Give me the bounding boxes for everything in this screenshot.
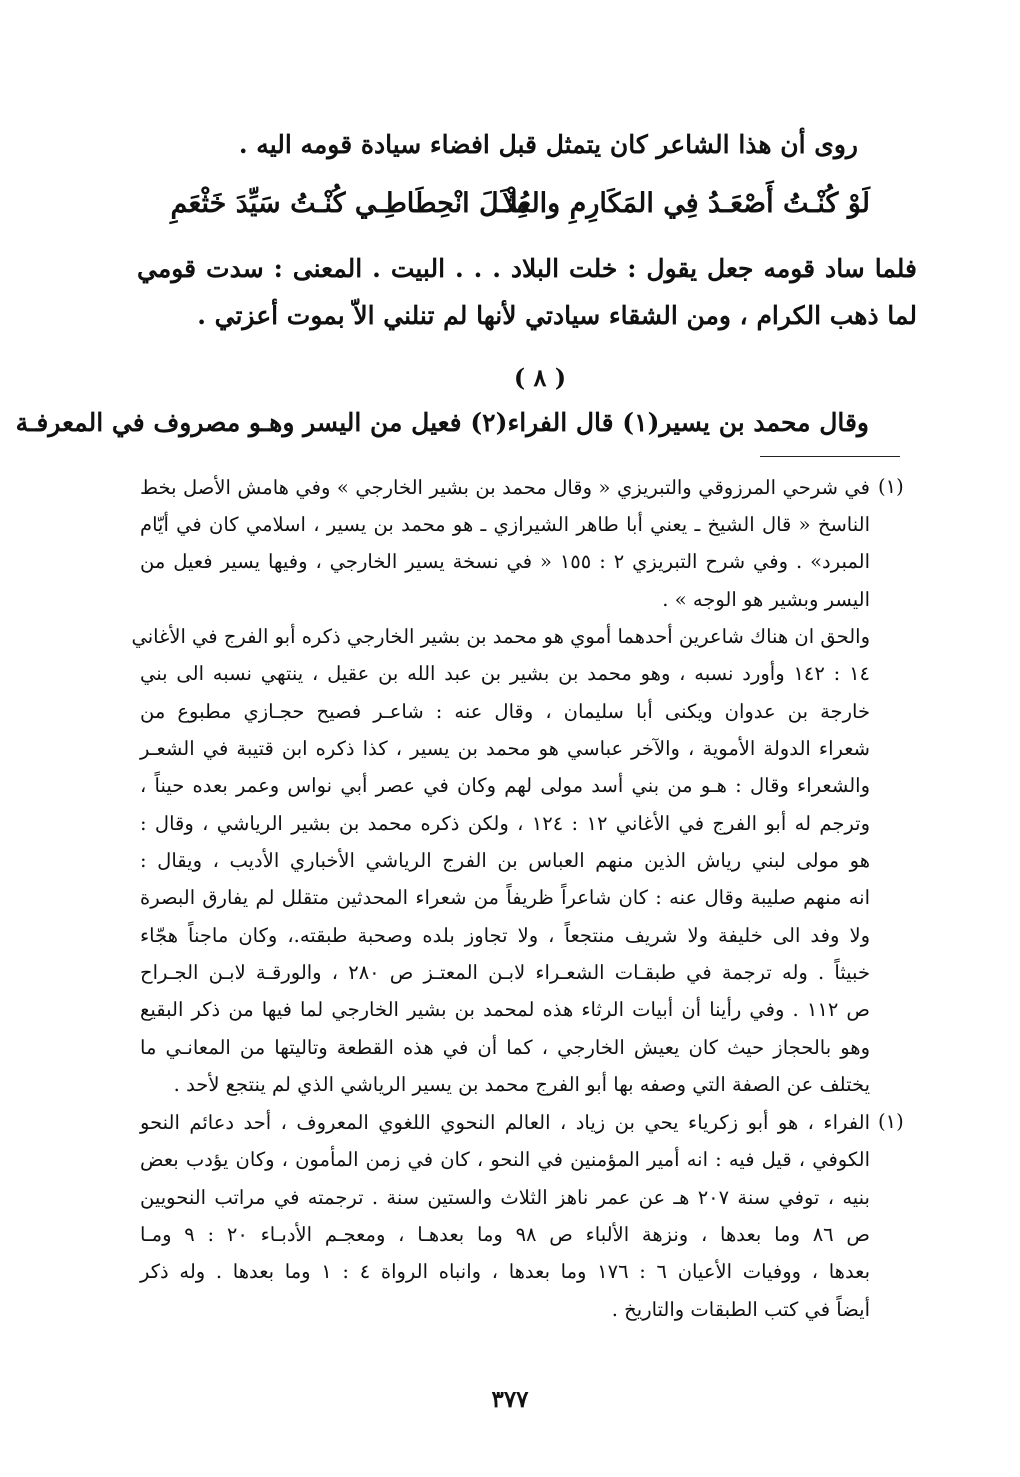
section-number: ( ٨ ) bbox=[513, 363, 567, 392]
footnote-2-line: الكوفي ، قيل فيه : انه أمير المؤمنين في النحو ، كان في زمن المأمون ، وكان يؤدب بعض bbox=[140, 1148, 870, 1171]
footnote-1-line: المبرد» . وفي شرح التبريزي ٢ : ١٥٥ « في نسخة يسير الخارجي ، وفيها يسير فعيل من bbox=[140, 550, 870, 573]
footnote-2-line: ص ٨٦ وما بعدها ، ونزهة الألباء ص ٩٨ وما بعدهـا ، ومعجـم الأدبـاء ٢٠ : ٩ ومـا bbox=[140, 1223, 870, 1246]
footnote-1-line: اليسر وبشير هو الوجه » . bbox=[662, 588, 870, 611]
footnote-marker-2: (١) bbox=[878, 1110, 904, 1133]
commentary-line-2: لما ذهب الكرام ، ومن الشقاء سيادتي لأنها لم تنلني الاّ بموت أعزتي . bbox=[197, 301, 917, 330]
footnote-1-line: يختلف عن الصفة التي وصفه بها أبو الفرج محمد بن يسير الرياشي الذي لم ينتجع لأحد . bbox=[173, 1073, 870, 1096]
verse-second-hemistich: مِثْـلَ انْحِطَاطِـي كُنْـتُ سَيِّدَ خَثْعَمِ bbox=[170, 188, 530, 219]
footnote-1-line: ولا وفد الى خليفة ولا شريف منتجعاً ، ولا تجاوز بلده وصحبة طبقته.، وكان ماجناً هجّاء bbox=[140, 924, 870, 947]
footnote-1-line: والحق ان هناك شاعرين أحدهما أموي هو محمد بن بشير الخارجي ذكره أبو الفرج في الأغاني bbox=[131, 625, 870, 648]
footnote-1-line: خارجة بن عدوان ويكنى أبا سليمان ، وقال عنه : شاعـر فصيح حجـازي مطبوع من bbox=[140, 700, 870, 723]
commentary-line-1: فلما ساد قومه جعل يقول : خلت البلاد . . . البيت . المعنى : سدت قومي bbox=[137, 254, 917, 283]
verse-first-hemistich: لَوْ كُنْـتُ أَصْعَـدُ فِي المَكَارِمِ والعُلاَ bbox=[502, 188, 870, 219]
footnote-2-line: بنيه ، توفي سنة ٢٠٧ هـ عن عمر ناهز الثلاث والستين سنة . ترجمته في مراتب النحويين bbox=[140, 1186, 870, 1209]
intro-line: روى أن هذا الشاعر كان يتمثل قبل افضاء سيادة قومه اليه . bbox=[238, 130, 858, 159]
heading-line: وقال محمد بن يسير(١) قال الفراء(٢) فعيل من اليسر وهـو مصروف في المعرفـة bbox=[15, 408, 869, 437]
footnote-1-line: الناسخ « قال الشيخ ـ يعني أبا طاهر الشيرازي ـ هو محمد بن يسير ، اسلامي كان في أيّام bbox=[140, 513, 870, 536]
footnote-marker-1: (١) bbox=[878, 475, 904, 498]
footnote-separator bbox=[760, 456, 900, 457]
footnote-1-line: انه منهم صليبة وقال عنه : كان شاعراً ظريفاً من شعراء المحدثين متقلل لم يفارق البصرة bbox=[140, 886, 870, 909]
footnote-1-line: شعراء الدولة الأموية ، والآخر عباسي هو محمد بن يسير ، كذا ذكره ابن قتيبة في الشعـر bbox=[140, 737, 870, 760]
footnote-1-line: ص ١١٢ . وفي رأينا أن أبيات الرثاء هذه لمحمد بن بشير الخارجي لما فيها من ذكر البقيع bbox=[140, 998, 871, 1021]
footnote-1-line: وترجم له أبو الفرج في الأغاني ١٢ : ١٢٤ ، ولكن ذكره محمد بن بشير الرياشي ، وقال : bbox=[140, 812, 870, 835]
footnote-2-line: بعدها ، ووفيات الأعيان ٦ : ١٧٦ وما بعدها ، وانباه الرواة ٤ : ١ وما بعدها . وله ذكر bbox=[140, 1260, 871, 1283]
footnote-1-line: ١٤ : ١٤٢ وأورد نسبه ، وهو محمد بن بشير بن عبد الله بن عقيل ، ينتهي نسبه الى بني bbox=[140, 662, 871, 685]
footnote-1-line: والشعراء وقال : هـو من بني أسد مولى لهم وكان في عصر أبي نواس وعمر بعده حيناً ، bbox=[140, 774, 870, 797]
footnote-2-line: الفراء ، هو أبو زكرياء يحي بن زياد ، العالم النحوي اللغوي المعروف ، أحد دعائم النحو bbox=[140, 1111, 870, 1134]
footnote-2-line: أيضاً في كتب الطبقات والتاريخ . bbox=[611, 1298, 870, 1321]
footnote-1-line: وهو بالحجاز حيث كان يعيش الخارجي ، كما أن في هذه القطعة وتاليتها من المعانـي ما bbox=[140, 1036, 870, 1059]
footnote-1-line: خبيثاً . وله ترجمة في طبقـات الشعـراء لابـن المعتـز ص ٢٨٠ ، والورقـة لابـن الجـراح bbox=[140, 961, 870, 984]
footnote-1-line: هو مولى لبني رياش الذين منهم العباس بن الفرج الرياشي الأخباري الأديب ، ويقال : bbox=[140, 849, 870, 872]
footnote-1-line: في شرحي المرزوقي والتبريزي « وقال محمد بن بشير الخارجي » وفي هامش الأصل بخط bbox=[140, 476, 870, 499]
page-number: ٣٧٧ bbox=[491, 1386, 529, 1413]
